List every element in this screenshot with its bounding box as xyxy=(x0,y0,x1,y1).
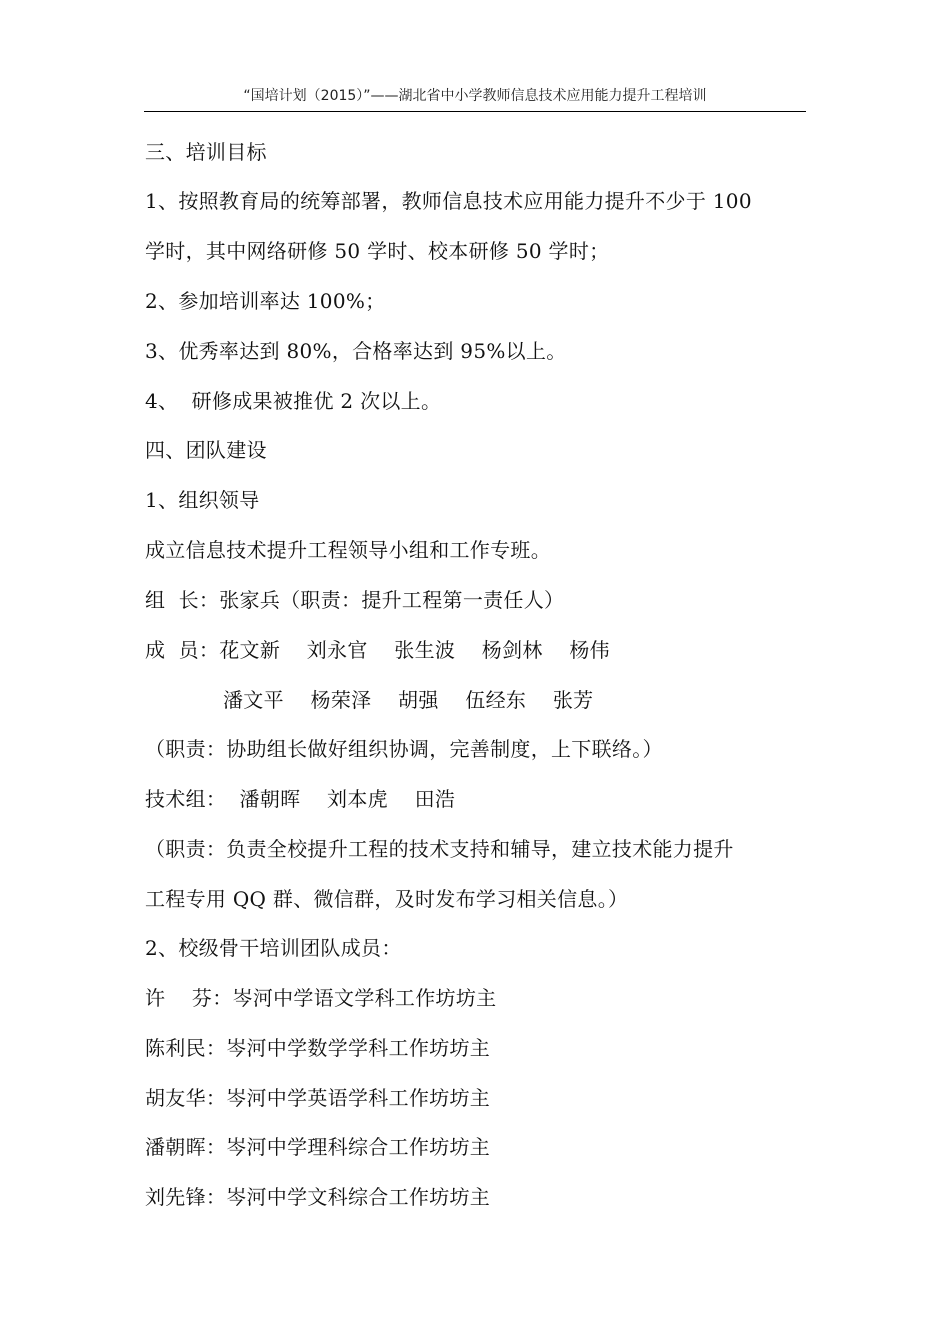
paragraph-team-setup: 成立信息技术提升工程领导小组和工作专班。 xyxy=(145,538,551,562)
section-heading-team-building: 四、团队建设 xyxy=(145,438,267,462)
team-leader-line: 组 长：张家兵（职责：提升工程第一责任人） xyxy=(145,588,565,612)
goal-item-4: 4、 研修成果被推优 2 次以上。 xyxy=(145,389,442,413)
page-header: “国培计划（2015）”——湖北省中小学教师信息技术应用能力提升工程培训 xyxy=(243,88,707,104)
core-team-member: 陈利民：岑河中学数学学科工作坊坊主 xyxy=(145,1036,491,1060)
subheading-organization: 1、组织领导 xyxy=(145,488,260,512)
core-team-member: 胡友华：岑河中学英语学科工作坊坊主 xyxy=(145,1086,491,1110)
core-team-member: 潘朝晖：岑河中学理科综合工作坊坊主 xyxy=(145,1135,491,1159)
subheading-core-team: 2、校级骨干培训团队成员： xyxy=(145,936,402,960)
goal-item-3: 3、优秀率达到 80%，合格率达到 95%以上。 xyxy=(145,339,567,363)
goal-item-1: 1、按照教育局的统筹部署，教师信息技术应用能力提升不少于 100 xyxy=(145,189,752,213)
tech-group-line: 技术组： 潘朝晖 刘本虎 田浩 xyxy=(145,787,456,811)
goal-item-2: 2、参加培训率达 100%； xyxy=(145,289,386,313)
goal-item-1-continued: 学时，其中网络研修 50 学时、校本研修 50 学时； xyxy=(145,239,610,263)
header-rule xyxy=(144,111,806,112)
core-team-member: 刘先锋：岑河中学文科综合工作坊坊主 xyxy=(145,1185,491,1209)
tech-group-duty-note: （职责：负责全校提升工程的技术支持和辅导，建立技术能力提升 xyxy=(145,837,734,861)
team-members-line: 成 员：花文新 刘永官 张生波 杨剑林 杨伟 xyxy=(145,638,610,662)
members-duty-note: （职责：协助组长做好组织协调，完善制度，上下联络。） xyxy=(145,737,663,761)
tech-group-duty-note-continued: 工程专用 QQ 群、微信群，及时发布学习相关信息。） xyxy=(145,887,629,911)
core-team-member: 许 芬：岑河中学语文学科工作坊坊主 xyxy=(145,986,497,1010)
section-heading-training-goals: 三、培训目标 xyxy=(145,140,267,164)
team-members-line-continued: 潘文平 杨荣泽 胡强 伍经东 张芳 xyxy=(223,688,594,712)
